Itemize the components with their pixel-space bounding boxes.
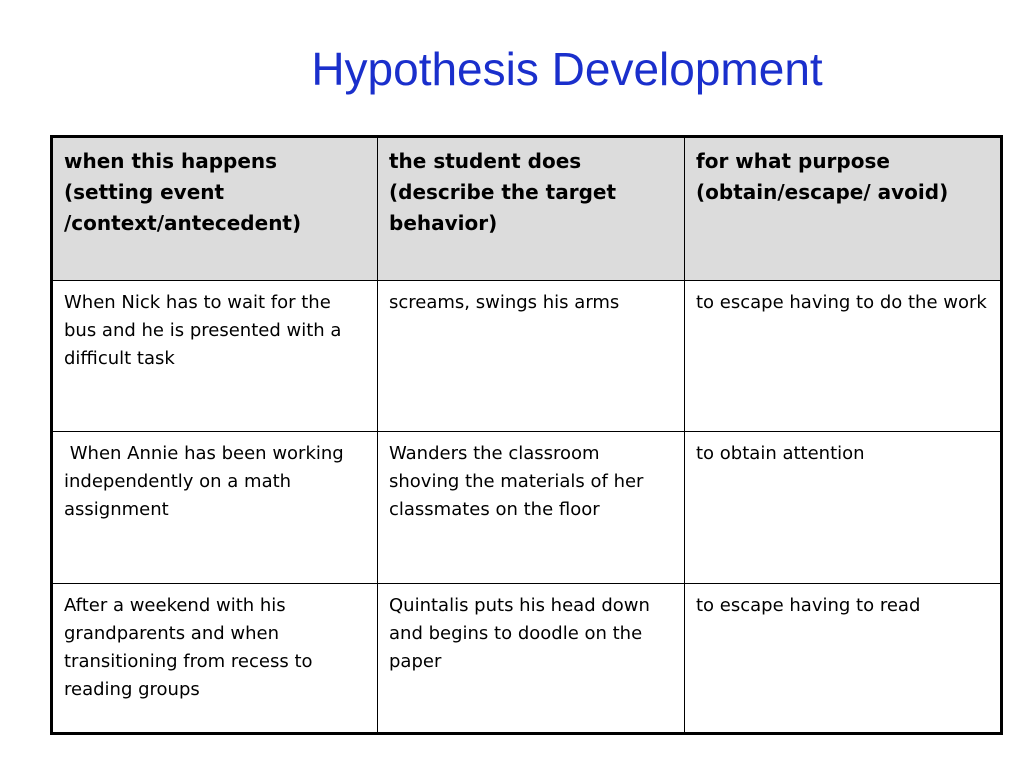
table-header-row (52, 137, 1002, 281)
cell-text: When Annie has been working independently on a math assignment (64, 443, 350, 521)
hypothesis-table (50, 135, 1003, 735)
header-setting-event: when this happens (setting event /context/antecedent) (52, 137, 378, 281)
cell-text: to obtain attention (696, 443, 865, 465)
cell-text: screams, swings his arms (389, 292, 620, 313)
cell-setting-event (52, 281, 378, 432)
cell-text: to escape having to do the work (696, 292, 987, 313)
slide-title: Hypothesis Development (311, 43, 823, 95)
cell-setting-event (52, 432, 378, 583)
cell-setting-event (52, 583, 378, 733)
cell-target-behavior (378, 583, 685, 733)
cell-text: After a weekend with his grandparents and when transitioning from recess to reading groups (64, 594, 319, 700)
header-target-behavior: the student does (describe the target behavior) (378, 137, 685, 281)
cell-text: When Nick has to wait for the bus and he is presented with a difficult task (64, 292, 348, 369)
cell-target-behavior (378, 432, 685, 583)
table-row (52, 281, 1002, 432)
cell-target-behavior (378, 281, 685, 432)
cell-text: to escape having to read (696, 594, 921, 616)
cell-text: Wanders the classroom shoving the materials of her classmates on the floor (389, 443, 650, 521)
table-row (52, 583, 1002, 733)
header-purpose: for what purpose (obtain/escape/ avoid) (685, 137, 1002, 281)
cell-purpose (685, 281, 1002, 432)
cell-text: Quintalis puts his head down and begins to doodle on the paper (389, 594, 656, 672)
cell-purpose (685, 432, 1002, 583)
cell-purpose (685, 583, 1002, 733)
table-row (52, 432, 1002, 583)
